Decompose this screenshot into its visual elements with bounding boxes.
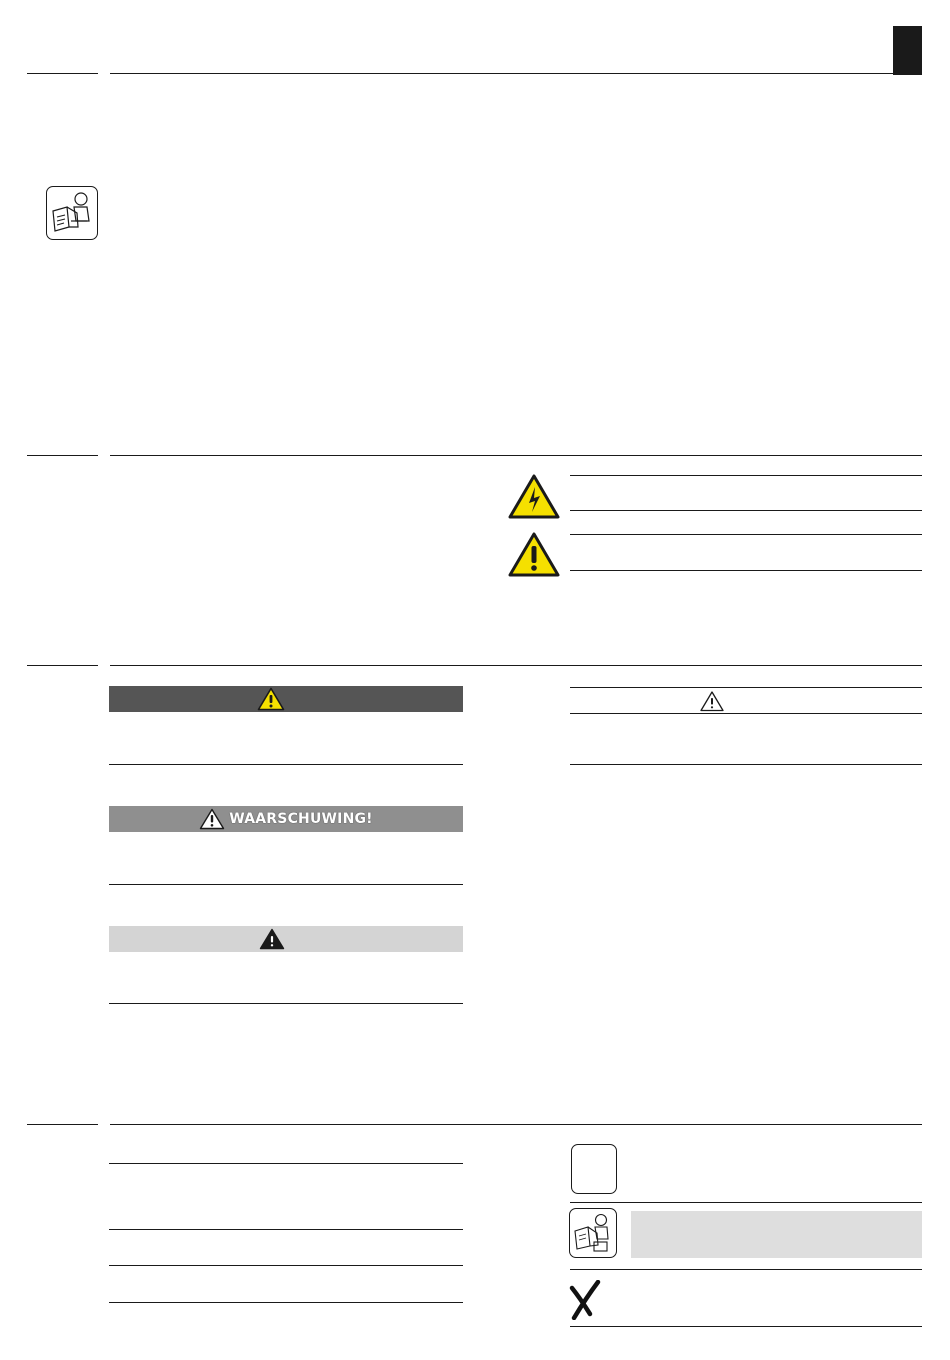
warning-block-end-rule (109, 884, 463, 885)
hazard-table-rule-2 (570, 510, 922, 511)
symbol-table-rule-1 (570, 1202, 922, 1203)
left-table-rule-2 (109, 1229, 463, 1230)
section-rule-margin-2 (27, 455, 98, 456)
danger-block-end-rule (109, 764, 463, 765)
warning-triangle-outline-icon (199, 808, 225, 830)
notice-top-rule (570, 687, 922, 688)
section-rule-1 (110, 73, 922, 74)
caution-block-end-rule (109, 1003, 463, 1004)
notice-triangle-icon (699, 690, 725, 712)
caution-signal-bar (109, 926, 463, 952)
symbol-table-rule-3 (570, 1326, 922, 1327)
section-rule-3 (110, 665, 922, 666)
not-allowed-icon (568, 1280, 602, 1327)
section-rule-margin-4 (27, 1124, 98, 1125)
section-rule-4 (110, 1124, 922, 1125)
warning-signal-word: WAARSCHUWING! (229, 811, 373, 827)
note-shaded-area (631, 1211, 922, 1258)
hazard-table-rule-4 (570, 570, 922, 571)
danger-signal-bar (109, 686, 463, 712)
left-table-rule-4 (109, 1302, 463, 1303)
warning-signal-bar (109, 806, 463, 832)
notice-header-rule (570, 713, 922, 714)
symbol-table-rule-2 (570, 1269, 922, 1270)
read-manual-icon (46, 186, 98, 240)
warning-triangle-icon (257, 687, 285, 711)
left-table-rule-1 (109, 1163, 463, 1164)
language-tab (893, 26, 922, 75)
hazard-table-rule-3 (570, 534, 922, 535)
electric-hazard-warning-icon (508, 474, 560, 520)
general-hazard-warning-icon (508, 532, 560, 578)
info-box-icon (571, 1144, 617, 1194)
read-manual-icon-small (569, 1208, 617, 1258)
hazard-table-rule-1 (570, 475, 922, 476)
section-rule-margin-1 (27, 73, 98, 74)
section-rule-2 (110, 455, 922, 456)
section-rule-margin-3 (27, 665, 98, 666)
caution-triangle-icon (259, 928, 285, 950)
notice-end-rule (570, 764, 922, 765)
left-table-rule-3 (109, 1265, 463, 1266)
